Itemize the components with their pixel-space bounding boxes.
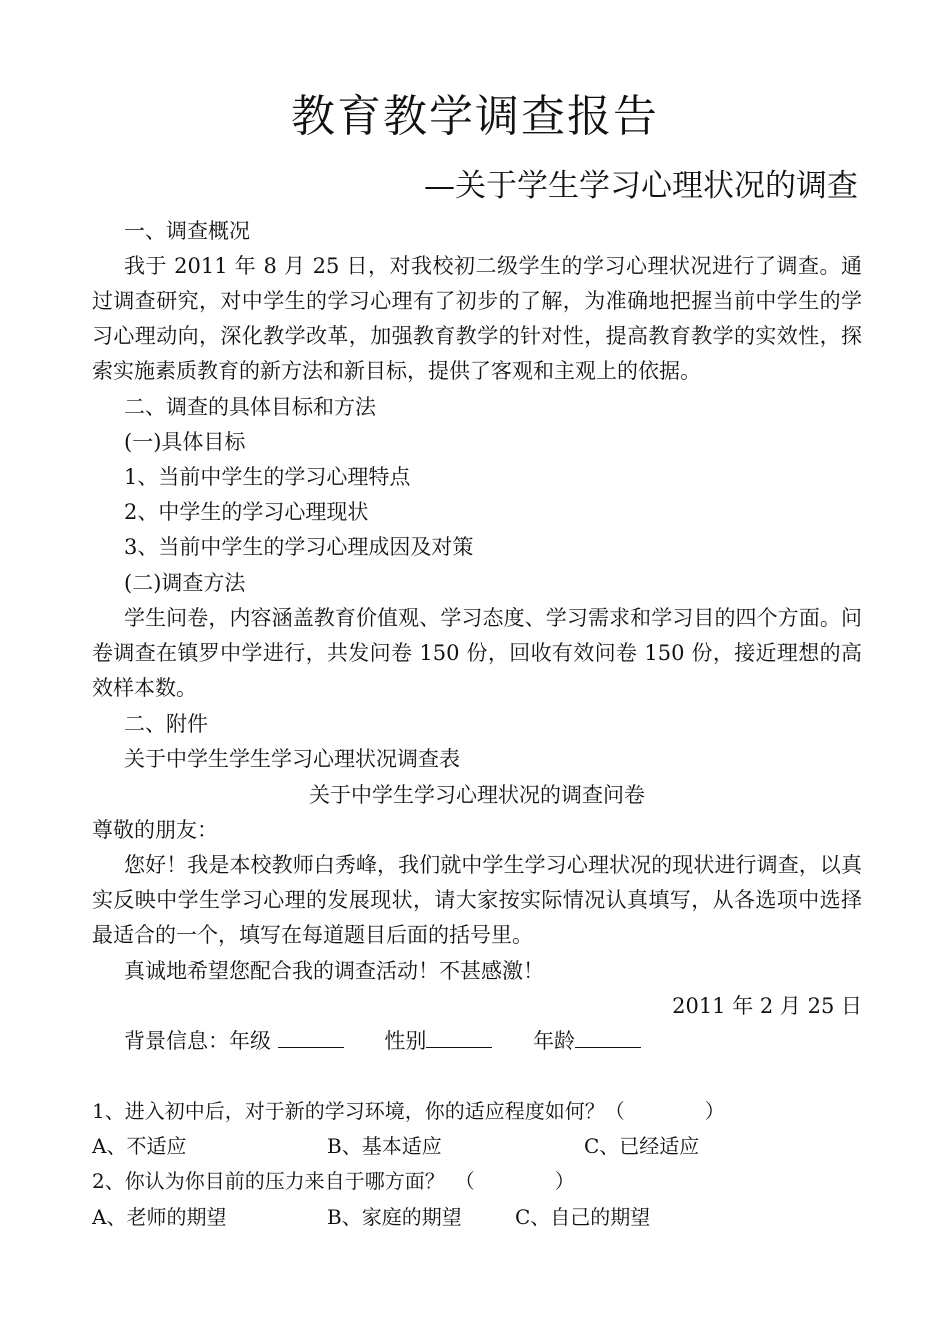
age-label: 年龄 xyxy=(533,1029,576,1053)
goal-item: 1、当前中学生的学习心理特点 xyxy=(124,465,411,489)
option-a[interactable]: A、老师的期望 xyxy=(92,1205,227,1229)
gender-label: 性别 xyxy=(384,1029,427,1053)
question-1: 1、进入初中后，对于新的学习环境，你的适应程度如何？（ ） xyxy=(92,1099,725,1123)
section-heading-overview: 一、调查概况 xyxy=(124,219,250,243)
option-a[interactable]: A、不适应 xyxy=(92,1134,187,1158)
option-c[interactable]: C、自己的期望 xyxy=(515,1205,651,1229)
goal-item: 3、当前中学生的学习心理成因及对策 xyxy=(124,535,474,559)
goal-item: 2、中学生的学习心理现状 xyxy=(124,500,369,524)
question-1-options xyxy=(92,1129,862,1164)
section-heading-attachment: 二、附件 xyxy=(124,712,208,736)
attachment-name: 关于中学生学生学习心理状况调查表 xyxy=(124,747,460,771)
option-c[interactable]: C、已经适应 xyxy=(584,1134,700,1158)
question-2-options xyxy=(92,1200,862,1235)
method-paragraph: 学生问卷，内容涵盖教育价值观、学习态度、学习需求和学习目的四个方面。问卷调查在镇罗中学进行，共发问卷 150 份，回收有效问卷 150 份，接近理想的高效样本数。 xyxy=(92,606,862,700)
section-heading-goals-methods: 二、调查的具体目标和方法 xyxy=(124,395,376,419)
question-2: 2、你认为你目前的压力来自于哪方面？ （ ） xyxy=(92,1169,575,1193)
grade-label: 背景信息：年级 xyxy=(124,1029,271,1053)
intro-paragraph: 您好！我是本校教师白秀峰，我们就中学生学习心理状况的现状进行调查，以真实反映中学生学习心理的发展现状，请大家按实际情况认真填写，从各选项中选择最适合的一个，填写在每道题目后面的括号里。 xyxy=(92,853,862,947)
subheading-method: (二)调查方法 xyxy=(124,571,246,595)
age-blank[interactable] xyxy=(575,1027,641,1048)
thanks-line: 真诚地希望您配合我的调查活动！不甚感激！ xyxy=(124,959,544,983)
salutation: 尊敬的朋友： xyxy=(92,818,218,842)
report-subtitle: —关于学生学习心理状况的调查 xyxy=(424,168,858,204)
date-line: 2011 年 2 月 25 日 xyxy=(672,994,862,1018)
overview-paragraph: 我于 2011 年 8 月 25 日，对我校初二级学生的学习心理状况进行了调查。通过调查研究，对中学生的学习心理有了初步的了解，为准确地把握当前中学生的学习心理动向，深化教学改革，加强教育教学的针对性，提高教育教学的实效性，探索实施素质教育的新方法和新目标，提供了客观和主观上的依据。 xyxy=(92,254,862,383)
option-b[interactable]: B、基本适应 xyxy=(327,1134,442,1158)
questionnaire-title: 关于中学生学习心理状况的调查问卷 xyxy=(309,783,645,807)
gender-blank[interactable] xyxy=(426,1027,492,1048)
grade-blank[interactable] xyxy=(278,1027,344,1048)
subheading-goals: (一)具体目标 xyxy=(124,430,246,454)
background-info-row xyxy=(92,1024,894,1059)
option-b[interactable]: B、家庭的期望 xyxy=(327,1205,462,1229)
report-title: 教育教学调查报告 xyxy=(291,91,659,142)
